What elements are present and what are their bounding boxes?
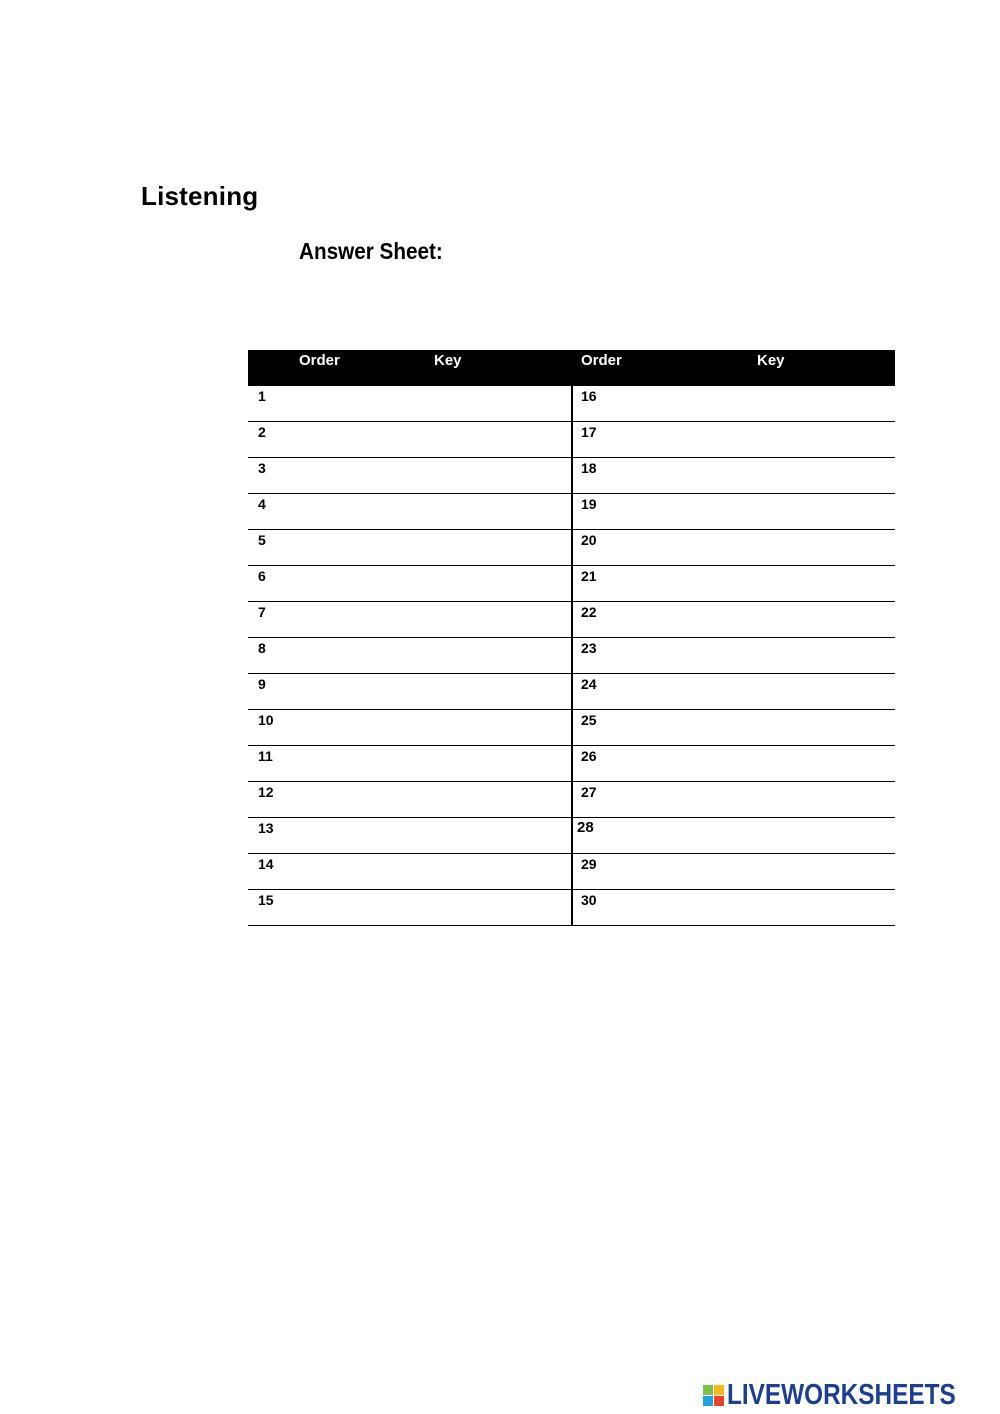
answer-cell[interactable]	[248, 602, 571, 637]
answer-cell[interactable]	[248, 638, 571, 673]
question-number: 19	[581, 496, 597, 512]
answer-cell[interactable]	[248, 674, 571, 709]
answer-cell[interactable]	[573, 566, 895, 601]
answer-cell[interactable]	[573, 530, 895, 565]
table-row	[248, 782, 895, 818]
answer-cell[interactable]	[248, 494, 571, 529]
answer-cell[interactable]	[573, 746, 895, 781]
table-row	[248, 530, 895, 566]
question-number: 26	[581, 748, 597, 764]
question-number: 8	[258, 640, 266, 656]
question-number: 12	[258, 784, 274, 800]
liveworksheets-logo	[703, 1378, 992, 1412]
question-number: 27	[581, 784, 597, 800]
table-row	[248, 458, 895, 494]
question-number: 30	[581, 892, 597, 908]
question-number: 10	[258, 712, 274, 728]
answer-cell[interactable]	[248, 566, 571, 601]
table-row	[248, 422, 895, 458]
question-number: 14	[258, 856, 274, 872]
question-number: 29	[581, 856, 597, 872]
logo-square-green	[703, 1385, 713, 1395]
header-key-right: Key	[757, 352, 785, 369]
question-number: 6	[258, 568, 266, 584]
table-body	[248, 386, 895, 926]
table-row	[248, 746, 895, 782]
table-row	[248, 818, 895, 854]
question-number: 13	[258, 820, 274, 836]
table-row	[248, 566, 895, 602]
table-row	[248, 674, 895, 710]
answer-cell[interactable]	[573, 674, 895, 709]
answer-cell[interactable]	[248, 422, 571, 457]
question-number: 4	[258, 496, 266, 512]
answer-cell[interactable]	[248, 890, 571, 925]
answer-cell[interactable]	[573, 890, 895, 925]
header-order-right: Order	[581, 352, 622, 369]
answer-cell[interactable]	[573, 386, 895, 421]
answer-cell[interactable]	[573, 818, 895, 853]
answer-cell[interactable]	[248, 530, 571, 565]
answer-cell[interactable]	[248, 458, 571, 493]
answer-cell[interactable]	[573, 854, 895, 889]
answer-cell[interactable]	[248, 818, 571, 853]
header-key-left: Key	[434, 352, 462, 369]
question-number: 2	[258, 424, 266, 440]
question-number: 20	[581, 532, 597, 548]
question-number: 17	[581, 424, 597, 440]
table-row	[248, 710, 895, 746]
table-row	[248, 602, 895, 638]
question-number: 11	[258, 748, 273, 764]
liveworksheets-logo-icon	[703, 1385, 724, 1406]
question-number: 28	[577, 819, 594, 836]
answer-cell[interactable]	[248, 386, 571, 421]
question-number: 15	[258, 892, 274, 908]
question-number: 25	[581, 712, 597, 728]
answer-sheet-title: Answer Sheet:	[299, 238, 443, 264]
table-row	[248, 890, 895, 926]
question-number: 21	[581, 568, 597, 584]
section-title: Listening	[141, 181, 259, 211]
logo-square-yellow	[714, 1385, 724, 1395]
answer-cell[interactable]	[248, 710, 571, 745]
answer-cell[interactable]	[573, 494, 895, 529]
question-number: 1	[258, 388, 266, 404]
question-number: 9	[258, 676, 266, 692]
answer-cell[interactable]	[248, 854, 571, 889]
question-number: 18	[581, 460, 597, 476]
answer-cell[interactable]	[573, 710, 895, 745]
header-order-left: Order	[299, 352, 340, 369]
answer-cell[interactable]	[573, 782, 895, 817]
question-number: 16	[581, 388, 597, 404]
question-number: 3	[258, 460, 266, 476]
table-row	[248, 638, 895, 674]
table-row	[248, 386, 895, 422]
answer-cell[interactable]	[573, 458, 895, 493]
question-number: 24	[581, 676, 597, 692]
table-row	[248, 494, 895, 530]
table-header	[248, 350, 895, 386]
question-number: 22	[581, 604, 597, 620]
answer-cell[interactable]	[573, 638, 895, 673]
liveworksheets-brand-text: LIVEWORKSHEETS	[727, 1379, 956, 1411]
logo-square-blue	[703, 1396, 713, 1406]
answer-table	[248, 350, 895, 926]
logo-square-red	[714, 1396, 724, 1406]
question-number: 7	[258, 604, 266, 620]
question-number: 5	[258, 532, 266, 548]
answer-cell[interactable]	[248, 782, 571, 817]
answer-cell[interactable]	[248, 746, 571, 781]
table-row	[248, 854, 895, 890]
question-number: 23	[581, 640, 597, 656]
answer-cell[interactable]	[573, 602, 895, 637]
answer-cell[interactable]	[573, 422, 895, 457]
